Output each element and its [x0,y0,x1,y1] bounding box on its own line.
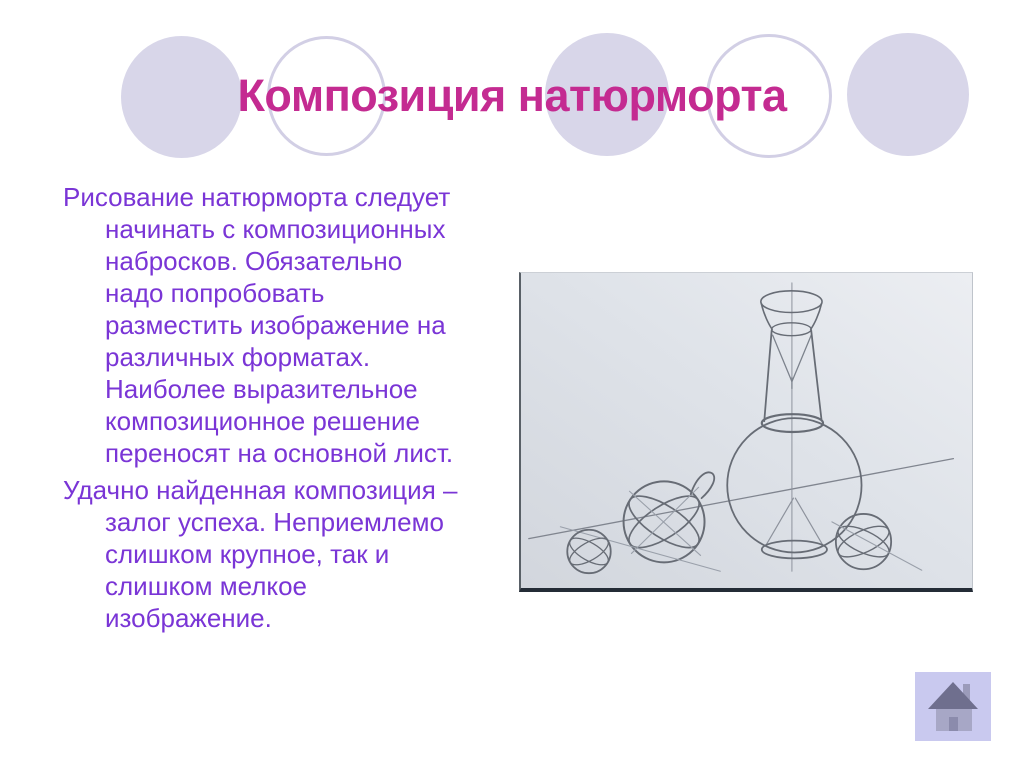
home-icon-roof [928,682,978,709]
home-icon-door [949,717,958,731]
slide-title: Композиция натюрморта [237,70,787,121]
text-line: разместить изображение на [105,310,446,340]
text-line: изображение. [105,603,272,633]
home-button[interactable] [915,672,991,741]
text-line: слишком мелкое [105,571,308,601]
text-line: Наиболее выразительное [105,374,418,404]
text-line: композиционное решение [105,406,421,436]
sketch-right-sphere [832,514,922,570]
text-line: надо попробовать [105,278,325,308]
sketch-drawing [521,273,972,588]
text-line: Удачно найденная композиция – [63,475,458,505]
sketch-left-sphere [566,530,613,573]
text-line: переносят на основной лист. [105,438,454,468]
text-line: залог успеха. Неприемлемо [105,507,444,537]
body-text [63,181,457,634]
home-icon [915,672,991,741]
text-line: различных форматах. [105,342,371,372]
text-line: набросков. Обязательно [105,246,403,276]
still-life-sketch-image [519,272,973,592]
sketch-middle-sphere [560,472,720,571]
text-line: слишком крупное, так и [105,539,390,569]
text-line: начинать с композиционных [105,214,446,244]
text-line: Рисование натюрморта следует [63,182,451,212]
paragraph-2 [63,474,457,634]
paragraph-1 [63,181,457,469]
